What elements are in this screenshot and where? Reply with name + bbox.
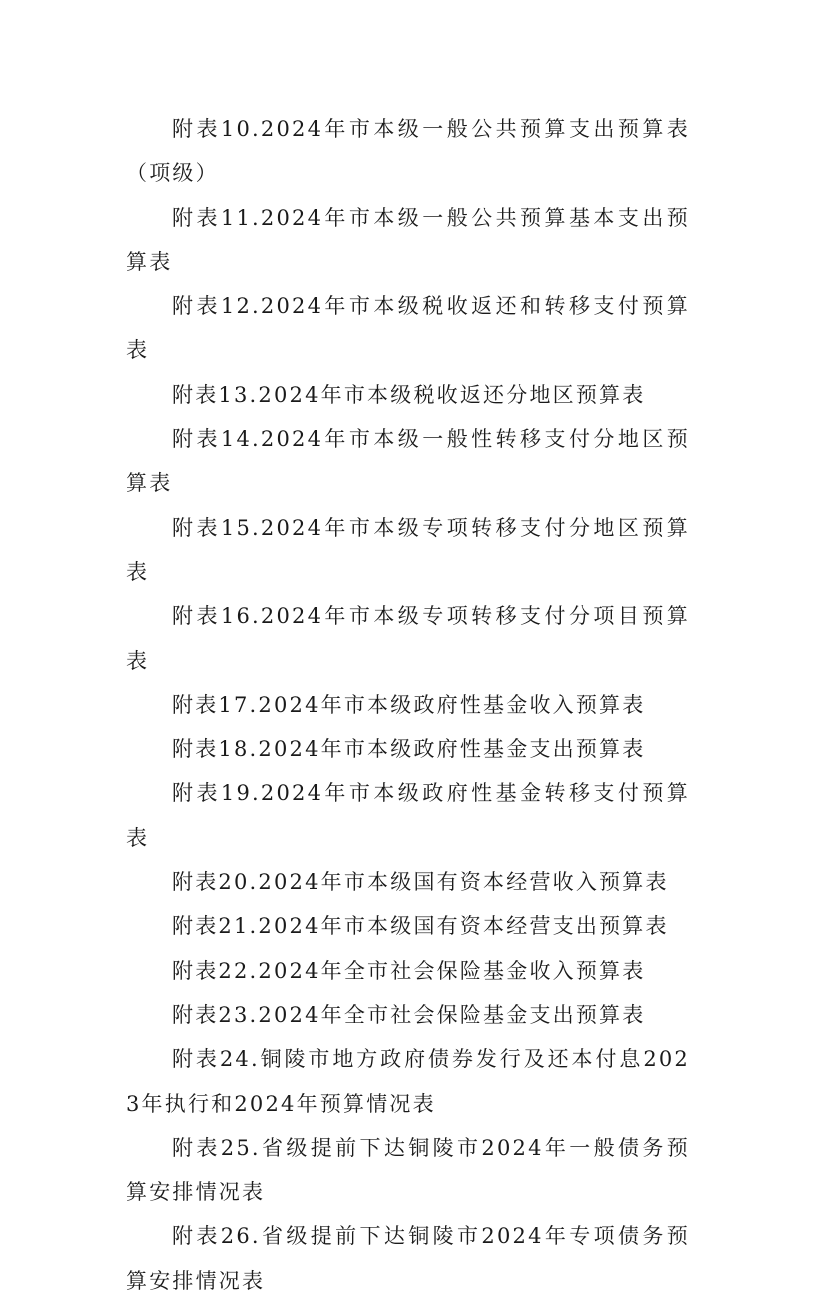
appendix-item-16: 附表16.2024年市本级专项转移支付分项目预算表 [126, 604, 690, 673]
appendix-item-25: 附表25.省级提前下达铜陵市2024年一般债务预算安排情况表 [126, 1135, 690, 1205]
appendix-item-14: 附表14.2024年市本级一般性转移支付分地区预算表 [126, 427, 690, 496]
appendix-item-12: 附表12.2024年市本级税收返还和转移支付预算表 [126, 294, 690, 363]
appendix-item-26: 附表26.省级提前下达铜陵市2024年专项债务预算安排情况表 [126, 1224, 690, 1293]
appendix-table-list [126, 107, 690, 1303]
appendix-item-20: 附表20.2024年市本级国有资本经营收入预算表 [172, 870, 669, 895]
appendix-item-21: 附表21.2024年市本级国有资本经营支出预算表 [172, 914, 669, 939]
appendix-item-15: 附表15.2024年市本级专项转移支付分地区预算表 [126, 515, 690, 584]
appendix-item-24: 附表24.铜陵市地方政府债券发行及还本付息2023年执行和2024年预算情况表 [126, 1047, 690, 1116]
appendix-item-22: 附表22.2024年全市社会保险基金收入预算表 [172, 958, 646, 983]
appendix-item-10: 附表10.2024年市本级一般公共预算支出预算表（项级） [126, 117, 690, 186]
appendix-item-23: 附表23.2024年全市社会保险基金支出预算表 [172, 1002, 646, 1027]
appendix-item-17: 附表17.2024年市本级政府性基金收入预算表 [172, 692, 646, 717]
appendix-item-18: 附表18.2024年市本级政府性基金支出预算表 [172, 737, 646, 762]
appendix-item-19: 附表19.2024年市本级政府性基金转移支付预算表 [126, 781, 690, 850]
appendix-item-13: 附表13.2024年市本级税收返还分地区预算表 [172, 382, 646, 407]
appendix-item-11: 附表11.2024年市本级一般公共预算基本支出预算表 [126, 205, 690, 274]
